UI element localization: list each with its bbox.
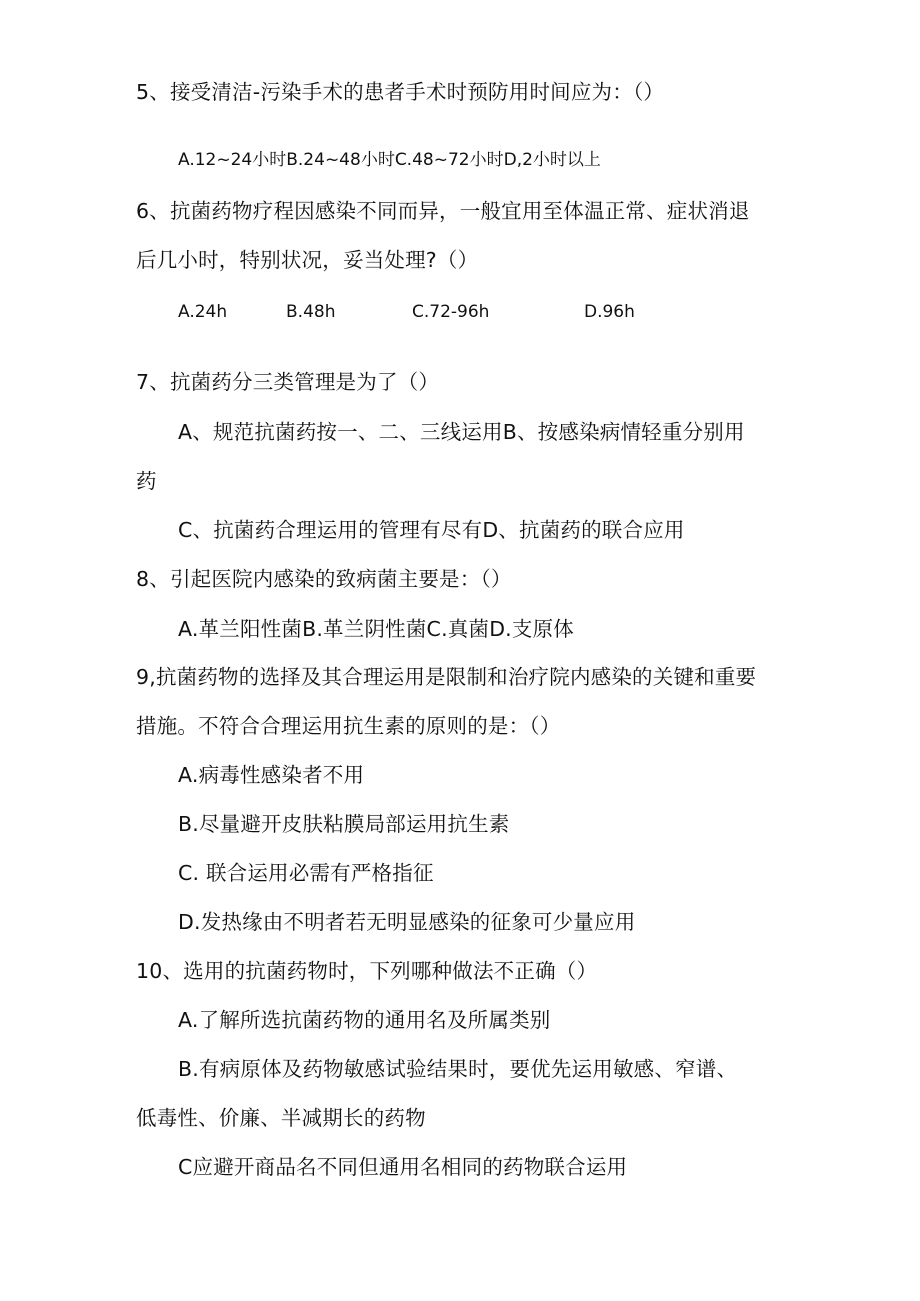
question-10-stem: 10、选用的抗菌药物时，下列哪种做法不正确（） xyxy=(136,959,598,983)
question-10-option-c: C应避开商品名不同但通用名相同的药物联合运用 xyxy=(178,1155,628,1179)
question-10-option-a: A.了解所选抗菌药物的通用名及所属类别 xyxy=(178,1008,551,1032)
question-8-stem: 8、引起医院内感染的致病菌主要是：（） xyxy=(136,567,512,591)
question-8-options: A.革兰阳性菌B.革兰阴性菌C.真菌D.支原体 xyxy=(178,617,574,641)
question-5-stem: 5、接受清洁-污染手术的患者手术时预防用时间应为：（） xyxy=(136,80,665,104)
question-6-option-d: D.96h xyxy=(584,302,635,322)
question-10-option-b-line-1: B.有病原体及药物敏感试验结果时，要优先运用敏感、窄谱、 xyxy=(178,1057,738,1081)
question-7-options-line-3: C、抗菌药合理运用的管理有尽有D、抗菌药的联合应用 xyxy=(178,518,685,542)
question-6-option-c: C.72-96h xyxy=(412,302,490,322)
question-9-option-c: C. 联合运用必需有严格指征 xyxy=(178,861,434,885)
question-6-option-b: B.48h xyxy=(286,302,336,322)
question-9-option-a: A.病毒性感染者不用 xyxy=(178,763,365,787)
question-9-stem-line-1: 9,抗菌药物的选择及其合理运用是限制和治疗院内感染的关键和重要 xyxy=(136,665,757,689)
question-10-option-b-line-2: 低毒性、价廉、半减期长的药物 xyxy=(136,1106,426,1130)
question-6-option-a: A.24h xyxy=(178,302,228,322)
question-9-option-d: D.发热缘由不明者若无明显感染的征象可少量应用 xyxy=(178,910,636,934)
question-7-options-line-1: A、规范抗菌药按一、二、三线运用B、按感染病情轻重分别用 xyxy=(178,420,745,444)
question-9-stem-line-2: 措施。不符合合理运用抗生素的原则的是：（） xyxy=(136,714,561,738)
question-5-options: A.12~24小时B.24~48小时C.48~72小时D,2小时以上 xyxy=(178,150,601,170)
question-6-stem-line-2: 后几小时，特别状况，妥当处理?（） xyxy=(136,248,479,272)
question-6-stem-line-1: 6、抗菌药物疗程因感染不同而异，一般宜用至体温正常、症状消退 xyxy=(136,199,750,223)
question-7-options-line-2: 药 xyxy=(136,469,157,493)
question-7-stem: 7、抗菌药分三类管理是为了（） xyxy=(136,370,440,394)
question-9-option-b: B.尽量避开皮肤粘膜局部运用抗生素 xyxy=(178,812,510,836)
